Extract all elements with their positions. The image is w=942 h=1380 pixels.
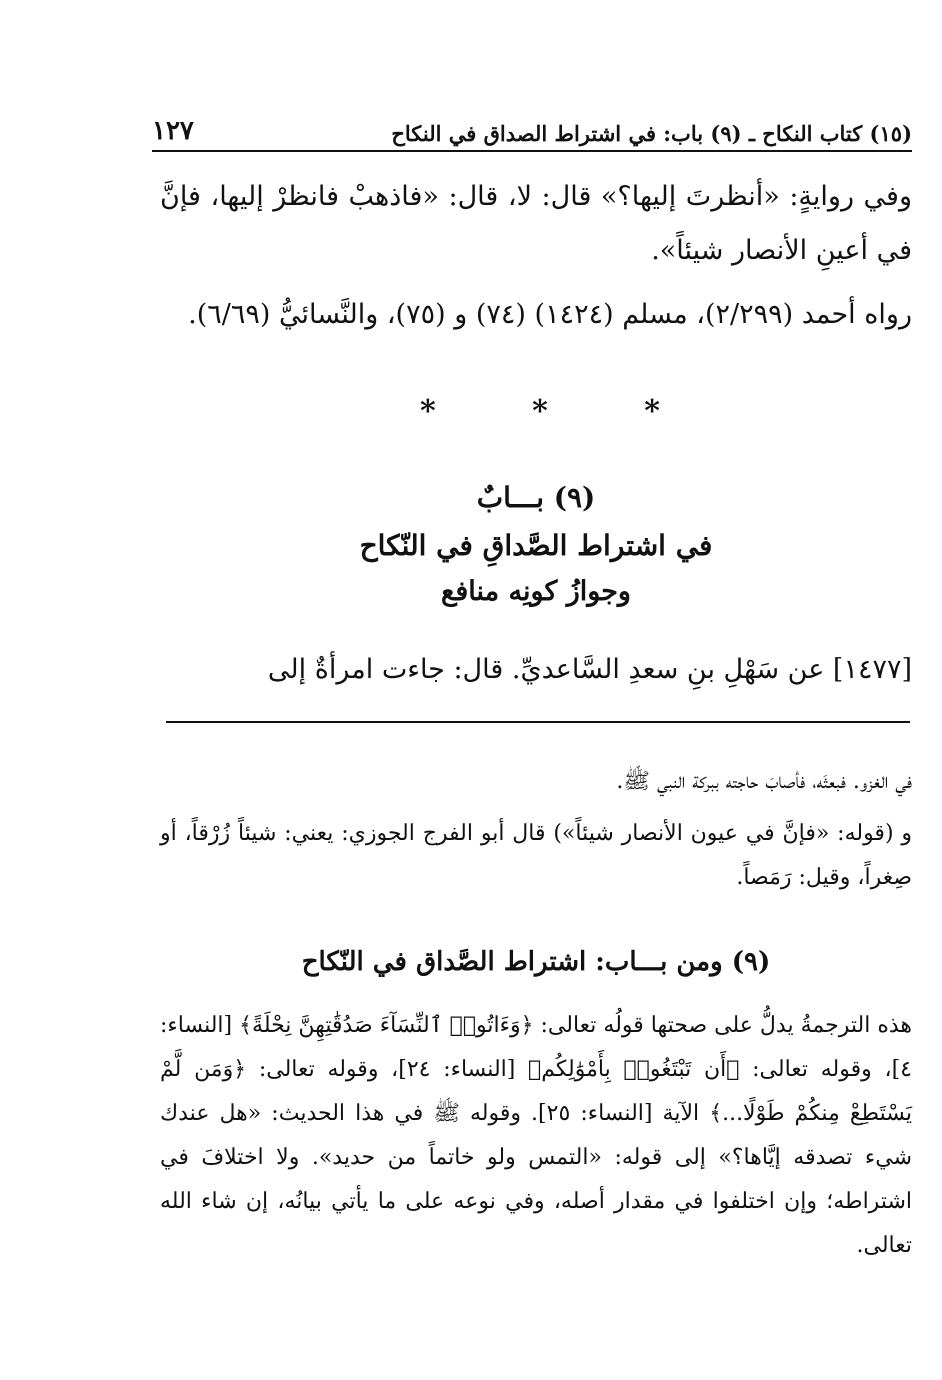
commentary-section-text: هذه الترجمةُ يدلُّ على صحتها قولُه تعالى: ﴿وَءَاتُوا۟ ٱلنِّسَآءَ صَدُقَٰتِهِنَّ نِحْلَةً﴾ [النساء: ٤]، وقوله تعالى: ﴿أَن تَبْتَغُوا۟ بِأَمْوَٰلِكُم﴾ [النساء: ٢٤]، وقوله تعالى: ﴿وَمَن لَّمْ يَسْتَطِعْ مِنكُمْ طَوْلًا...﴾ الآية [النساء: ٢٥]. وقوله ﷺ في هذا الحديث: «هل عندك شيء تصدقه إيَّاها؟» إلى قوله: «التمس ولو خاتماً من حديد». ولا اختلافَ في اشتراطه؛ وإن اختلفوا في مقدار أصله، وفي نوعه على ما يأتي بيانُه، إن شاء الله تعالى. [160,1013,912,1258]
chapter-subtitle: وجوازُ كونِه منافع [441,576,631,607]
separator-star: * [420,394,436,429]
running-title: (١٥) كتاب النكاح ـ (٩) باب: في اشتراط الصداق في النكاح [391,121,912,146]
main-paragraph: رواه أحمد (٢/٢٩٩)، مسلم (١٤٢٤) (٧٤) و (٧٥)، والنَّسائيُّ (٦/٦٩). [188,299,912,330]
page-number: ١٢٧ [152,116,194,146]
chapter-heading [160,476,912,612]
commentary [160,760,912,908]
section-separator [420,394,660,429]
commentary-paragraph: في الغزو. فبعثَه، فأصابَ حاجته ببركة النبي ﷺ. [616,769,912,794]
chapter-number: (٩) بـــابٌ [476,481,596,514]
running-header [152,106,912,152]
commentary-section [160,1004,912,1268]
commentary-section-heading: (٩) ومن بـــاب: اشتراط الصَّداق في النّكاح [301,947,771,977]
hadith-text: [١٤٧٧] عن سَهْلِ بنِ سعدِ السَّاعديِّ. قال: جاءت امرأةٌ إلى [267,654,912,685]
separator-star: * [644,394,660,429]
commentary-paragraph: و (قوله: «فإنَّ في عيون الأنصار شيئاً») قال أبو الفرج الجوزي: يعني: شيئاً زُرْقاً، أو صِغراً، وقيل: رَمَصاً. [160,821,913,890]
main-text [160,170,912,352]
footnote-divider [166,721,910,723]
main-paragraph: وفي روايةٍ: «أنظرتَ إليها؟» قال: لا، قال: «فاذهبْ فانظرْ إليها، فإنَّ في أعينِ الأنصار شيئاً». [160,181,912,266]
separator-star: * [532,394,548,429]
chapter-title: في اشتراط الصَّداقِ في النّكاح [359,529,713,562]
